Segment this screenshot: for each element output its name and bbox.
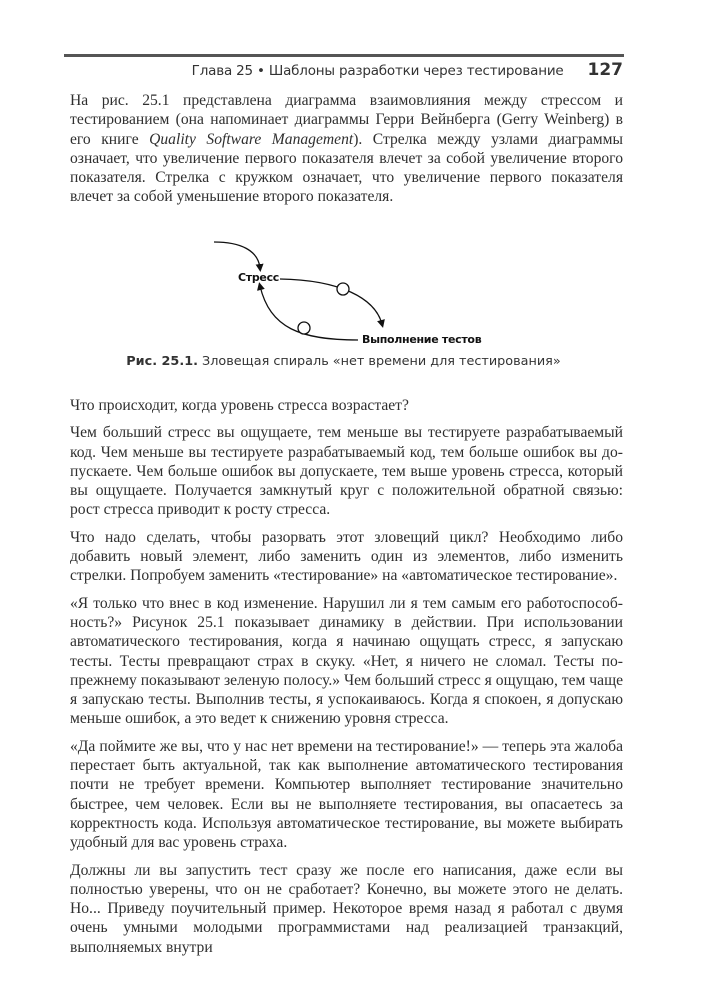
book-title: Quality Software Management — [149, 130, 354, 148]
paragraph: Что происходит, когда уровень стресса возрастает? — [70, 397, 409, 414]
figure-caption — [64, 354, 623, 369]
running-header — [64, 60, 623, 82]
paragraph: «Да поймите же вы, что у нас нет времени на тестирование!» — теперь эта жалоба перестает быть актуальной, так как выполнение автоматического тестирования почти не требует времени. Компьютер выполняет тестирование значительно быстрее, чем человек. Если вы не выполняете тестирования, вы опасаетесь за корректность кода. Используя автоматическое тестирование, вы можете выбирать удобный для вас уровень страха. — [70, 737, 623, 852]
intro-text-1: На рис. 25.1 представлена диаграмма взаимовлияния между стрессом и тестированием (она напоминает диаграммы Герри Вейнберга (Gerry Weinberg) в его книге — [70, 92, 623, 148]
paragraph: Должны ли вы запустить тест сразу же после его написания, даже если вы полностью уверены, что он не сработает? Конечно, вы можете этого не делать. Но... Приведу поучительный пример. Некоторое время назад я работал с двумя очень умными молодыми программистами над реализацией транзакций, выполняемых внутри — [70, 861, 623, 956]
running-title: Глава 25 • Шаблоны разработки через тестирование — [191, 63, 564, 79]
intro-block — [70, 91, 623, 215]
caption-text: Зловещая спираль «нет времени для тестирования» — [202, 354, 561, 369]
caption-label: Рис. 25.1. — [126, 354, 198, 369]
node-stress: Стресс — [238, 271, 280, 284]
figure-stress-diagram — [200, 228, 520, 348]
paragraph: Что надо сделать, чтобы разорвать этот зловещий цикл? Необходимо либо добавить новый элемент, либо заменить один из элементов, либо изменить стрелки. Попробуем заменить «тестирование» на «автоматическое тестирование». — [70, 528, 623, 585]
intro-text-2: ). Стрелка между узлами диаграммы означает, что увеличение первого показателя влечет за собой увеличение второго показателя. Стрелка с кружком означает, что увеличение первого показателя влечет за собой уменьшение второго показателя. — [70, 130, 623, 206]
intro-paragraph — [70, 91, 623, 207]
paragraph: «Я только что внес в код изменение. Нарушил ли я тем самым его работоспособность?» Рисунок 25.1 показывает динамику в действии. При использовании автоматического тестирования, когда я начинаю ощущать стресс, я запускаю тесты. Тесты превращают страх в скуку. «Нет, я ничего не сломал. Тесты по-прежнему показывают зеленую полосу.» Чем больший стресс я ощущаю, тем чаще я запускаю тесты. Выполнив тесты, я успокаиваюсь. Когда я спокоен, я допускаю меньше ошибок, а это ведет к снижению уровня стресса. — [70, 594, 623, 728]
paragraph: Чем больший стресс вы ощущаете, тем меньше вы тестируете разрабатываемый код. Чем меньше вы тестируете разрабатываемый код, тем больше ошибок вы допускаете. Чем больше ошибок вы допускаете, тем выше уровень стресса, который вы ощущаете. Получается замкнутый круг с положительной обратной связью: рост стресса приводит к росту стресса. — [70, 424, 623, 519]
page-number: 127 — [587, 60, 623, 80]
header-rule — [64, 54, 624, 57]
main-text — [70, 396, 623, 965]
diagram-arrows — [200, 228, 520, 348]
node-test-execution: Выполнение тестов — [362, 333, 482, 346]
